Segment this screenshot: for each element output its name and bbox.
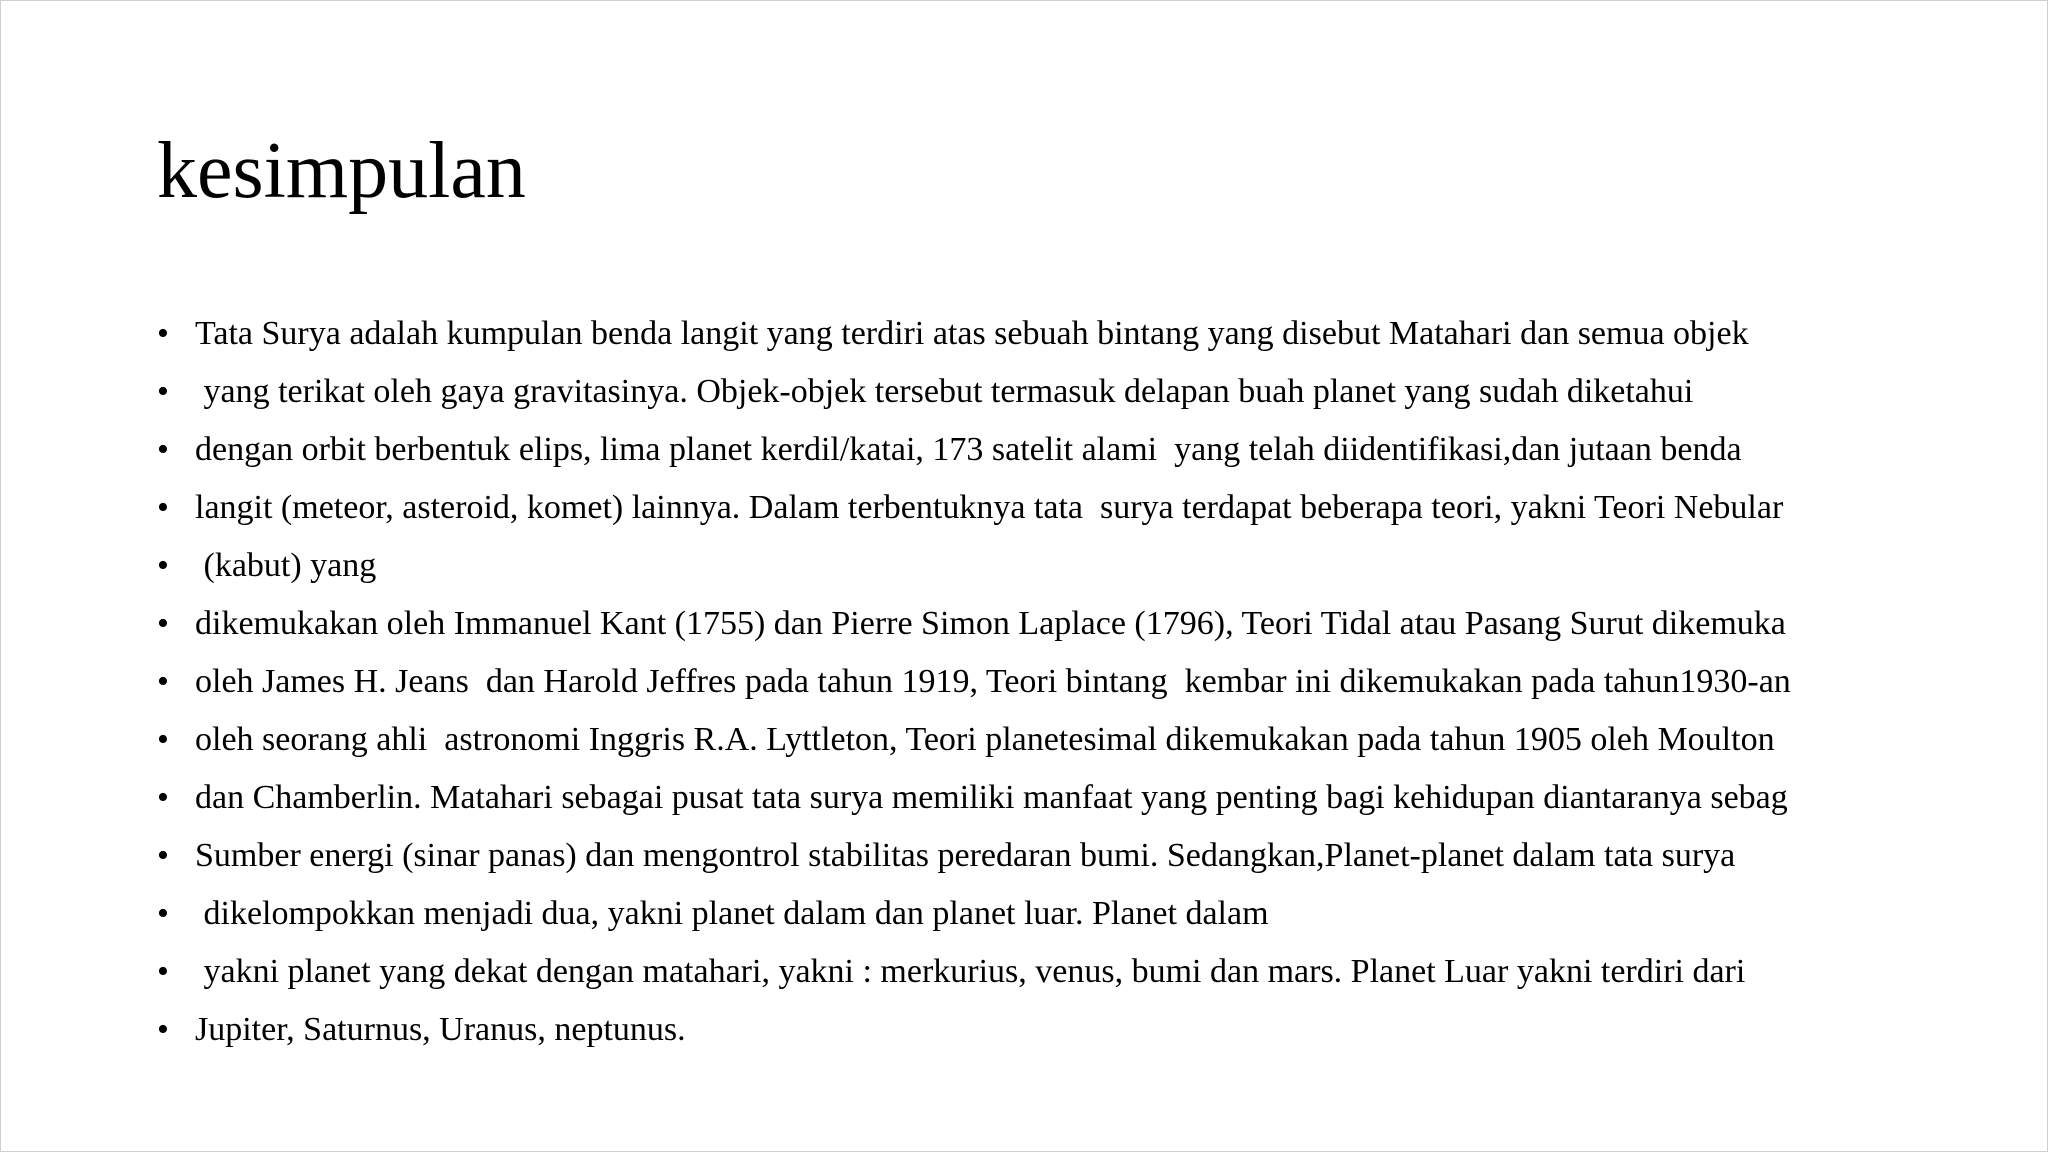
- bullet-dot: •: [157, 837, 169, 874]
- bullet-item: [157, 363, 2017, 421]
- bullet-dot: •: [157, 1011, 169, 1048]
- bullet-dot: •: [157, 663, 169, 700]
- bullet-item: [157, 305, 2017, 363]
- bullet-text: yakni planet yang dekat dengan matahari, yakni : merkurius, venus, bumi dan mars. Planet Luar yakni terdiri dari: [195, 953, 1746, 990]
- bullet-text: oleh seorang ahli astronomi Inggris R.A. Lyttleton, Teori planetesimal dikemukakan pada tahun 1905 oleh Moulton: [195, 721, 1775, 758]
- bullet-item: [157, 1001, 2017, 1059]
- bullet-item: [157, 421, 2017, 479]
- bullet-text: Jupiter, Saturnus, Uranus, neptunus.: [195, 1011, 686, 1048]
- bullet-item: [157, 827, 2017, 885]
- bullet-item: [157, 711, 2017, 769]
- bullet-text: dikemukakan oleh Immanuel Kant (1755) dan Pierre Simon Laplace (1796), Teori Tidal atau Pasang Surut dikemuka: [195, 605, 1786, 642]
- bullet-item: [157, 943, 2017, 1001]
- bullet-item: [157, 885, 2017, 943]
- slide-title: kesimpulan: [157, 127, 526, 215]
- bullet-item: [157, 653, 2017, 711]
- bullet-dot: •: [157, 373, 169, 410]
- bullet-text: yang terikat oleh gaya gravitasinya. Objek-objek tersebut termasuk delapan buah planet yang sudah diketahui: [195, 373, 1694, 410]
- bullet-text: dan Chamberlin. Matahari sebagai pusat tata surya memiliki manfaat yang penting bagi kehidupan diantaranya sebag: [195, 779, 1788, 816]
- bullet-text: Tata Surya adalah kumpulan benda langit yang terdiri atas sebuah bintang yang disebut Matahari dan semua objek: [195, 315, 1749, 352]
- bullet-text: langit (meteor, asteroid, komet) lainnya. Dalam terbentuknya tata surya terdapat beberapa teori, yakni Teori Nebular: [195, 489, 1784, 526]
- bullet-dot: •: [157, 547, 169, 584]
- bullet-dot: •: [157, 895, 169, 932]
- bullet-dot: •: [157, 489, 169, 526]
- bullet-item: [157, 537, 2017, 595]
- bullet-item: [157, 769, 2017, 827]
- bullet-text: (kabut) yang: [195, 547, 377, 584]
- bullet-text: Sumber energi (sinar panas) dan mengontrol stabilitas peredaran bumi. Sedangkan,Planet-planet dalam tata surya: [195, 837, 1736, 874]
- bullet-item: [157, 595, 2017, 653]
- bullet-item: [157, 479, 2017, 537]
- bullet-dot: •: [157, 431, 169, 468]
- bullet-dot: •: [157, 315, 169, 352]
- bullet-dot: •: [157, 953, 169, 990]
- bullet-list: [157, 305, 2017, 1059]
- bullet-text: oleh James H. Jeans dan Harold Jeffres pada tahun 1919, Teori bintang kembar ini dikemukakan pada tahun1930-an: [195, 663, 1791, 700]
- bullet-dot: •: [157, 721, 169, 758]
- bullet-dot: •: [157, 779, 169, 816]
- bullet-dot: •: [157, 605, 169, 642]
- bullet-text: dikelompokkan menjadi dua, yakni planet dalam dan planet luar. Planet dalam: [195, 895, 1269, 932]
- bullet-text: dengan orbit berbentuk elips, lima planet kerdil/katai, 173 satelit alami yang telah diidentifikasi,dan jutaan benda: [195, 431, 1742, 468]
